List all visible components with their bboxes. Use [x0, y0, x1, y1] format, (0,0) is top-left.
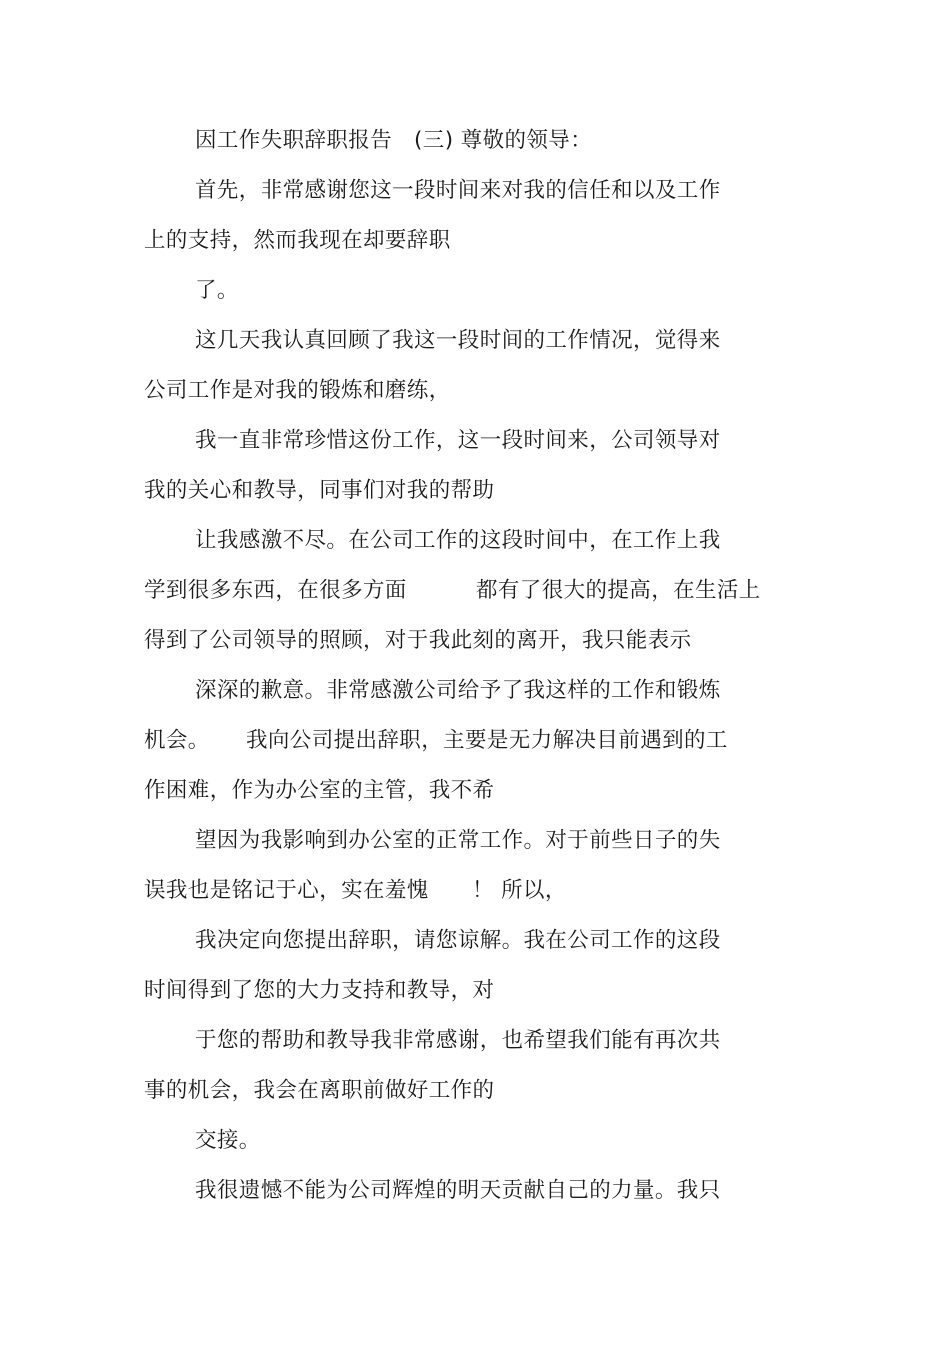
paragraph-text: 我决定向您提出辞职，请您谅解。我在公司工作的这段 [195, 928, 721, 953]
text-line [0, 1074, 495, 1108]
paragraph-text: 公司工作是对我的锻炼和磨练， [144, 378, 451, 403]
text-line [0, 674, 721, 708]
text-line [0, 374, 451, 408]
text-line [0, 624, 692, 658]
paragraph-text: 时间得到了您的大力支持和教导，对 [144, 978, 495, 1003]
text-line [0, 524, 721, 558]
text-line [0, 774, 495, 808]
paragraph-text: 交接。 [195, 1128, 261, 1153]
paragraph-text: 这几天我认真回顾了我这一段时间的工作情况，觉得来 [195, 328, 721, 353]
text-line [0, 574, 761, 608]
paragraph-text: 我一直非常珍惜这份工作，这一段时间来，公司领导对 [195, 428, 721, 453]
text-line [0, 174, 721, 208]
paragraph-text: ！ 所以， [472, 878, 567, 903]
text-line [0, 874, 567, 908]
text-line [0, 324, 721, 358]
paragraph-text: 深深的歉意。非常感激公司给予了我这样的工作和锻炼 [195, 678, 721, 703]
paragraph-text: 望因为我影响到办公室的正常工作。对于前些日子的失 [195, 828, 721, 853]
paragraph-text: 上的支持，然而我现在却要辞职 [144, 228, 451, 253]
paragraph-text: 学到很多东西，在很多方面 [144, 578, 407, 603]
text-line [0, 724, 728, 758]
paragraph-text: 得到了公司领导的照顾，对于我此刻的离开，我只能表示 [144, 628, 692, 653]
paragraph-text: 我很遗憾不能为公司辉煌的明天贡献自己的力量。我只 [195, 1178, 721, 1203]
paragraph-text: 都有了很大的提高，在生活上 [476, 578, 761, 603]
text-line [0, 1124, 261, 1158]
paragraph-text: 让我感激不尽。在公司工作的这段时间中，在工作上我 [195, 528, 721, 553]
paragraph-text: 作困难，作为办公室的主管，我不希 [144, 778, 495, 803]
text-line [0, 424, 721, 458]
title-text: 因工作失职辞职报告 (三) 尊敬的领导： [195, 128, 593, 153]
text-line [0, 1024, 721, 1058]
paragraph-text: 误我也是铭记于心，实在羞愧 [144, 878, 429, 903]
text-line [0, 274, 239, 308]
text-line [0, 824, 721, 858]
paragraph-text: 首先，非常感谢您这一段时间来对我的信任和以及工作 [195, 178, 721, 203]
paragraph-text: 机会。 [144, 728, 210, 753]
paragraph-text: 我的关心和教导，同事们对我的帮助 [144, 478, 495, 503]
paragraph-text: 了。 [195, 278, 239, 303]
paragraph-text: 事的机会，我会在离职前做好工作的 [144, 1078, 495, 1103]
text-line [0, 124, 593, 158]
text-line [0, 924, 721, 958]
text-line [0, 224, 451, 258]
text-line [0, 974, 495, 1008]
paragraph-text: 我向公司提出辞职，主要是无力解决目前遇到的工 [246, 728, 728, 753]
text-line [0, 474, 495, 508]
text-line [0, 1174, 721, 1208]
paragraph-text: 于您的帮助和教导我非常感谢，也希望我们能有再次共 [195, 1028, 721, 1053]
